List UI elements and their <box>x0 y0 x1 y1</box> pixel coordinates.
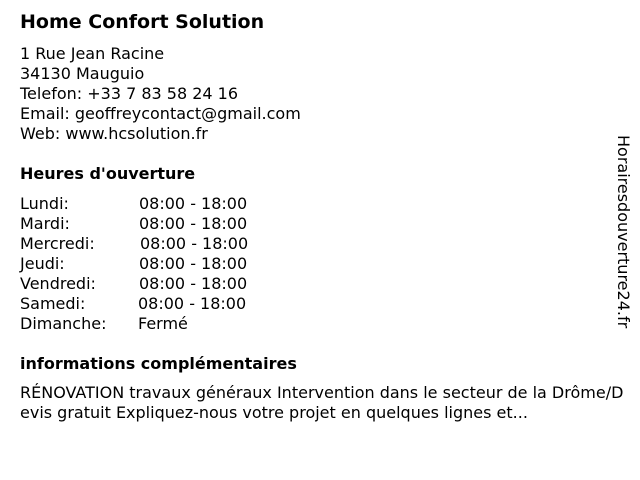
hours-tuesday: 08:00 - 18:00 <box>139 214 248 233</box>
day-label-sunday: Dimanche: <box>20 314 107 333</box>
day-label-friday: Vendredi: <box>20 274 96 293</box>
hours-thursday: 08:00 - 18:00 <box>139 254 248 273</box>
day-label-wednesday: Mercredi: <box>20 234 95 253</box>
day-label-tuesday: Mardi: <box>20 214 70 233</box>
day-label-thursday: Jeudi: <box>20 254 65 273</box>
additional-info-text: RÉNOVATION travaux généraux Intervention dans le secteur de la Drôme/Devis gratuit Expliquez-nous votre projet en quelques lignes et... <box>20 383 624 422</box>
website-link[interactable]: Web: www.hcsolution.fr <box>20 124 208 143</box>
hours-wednesday: 08:00 - 18:00 <box>140 234 249 253</box>
site-watermark: Horairesdouverture24.fr <box>614 135 633 329</box>
opening-hours-heading: Heures d'ouverture <box>20 164 196 183</box>
hours-monday: 08:00 - 18:00 <box>139 194 248 213</box>
address-city: 34130 Mauguio <box>20 64 145 83</box>
day-label-saturday: Samedi: <box>20 294 86 313</box>
email-address[interactable]: Email: geoffreycontact@gmail.com <box>20 104 301 123</box>
hours-saturday: 08:00 - 18:00 <box>138 294 247 313</box>
additional-info-heading: informations complémentaires <box>20 354 297 373</box>
phone-number[interactable]: Telefon: +33 7 83 58 24 16 <box>20 84 239 103</box>
address-street: 1 Rue Jean Racine <box>20 44 165 63</box>
business-name: Home Confort Solution <box>20 11 265 33</box>
hours-friday: 08:00 - 18:00 <box>139 274 248 293</box>
hours-sunday: Fermé <box>138 314 188 333</box>
day-label-monday: Lundi: <box>20 194 69 213</box>
